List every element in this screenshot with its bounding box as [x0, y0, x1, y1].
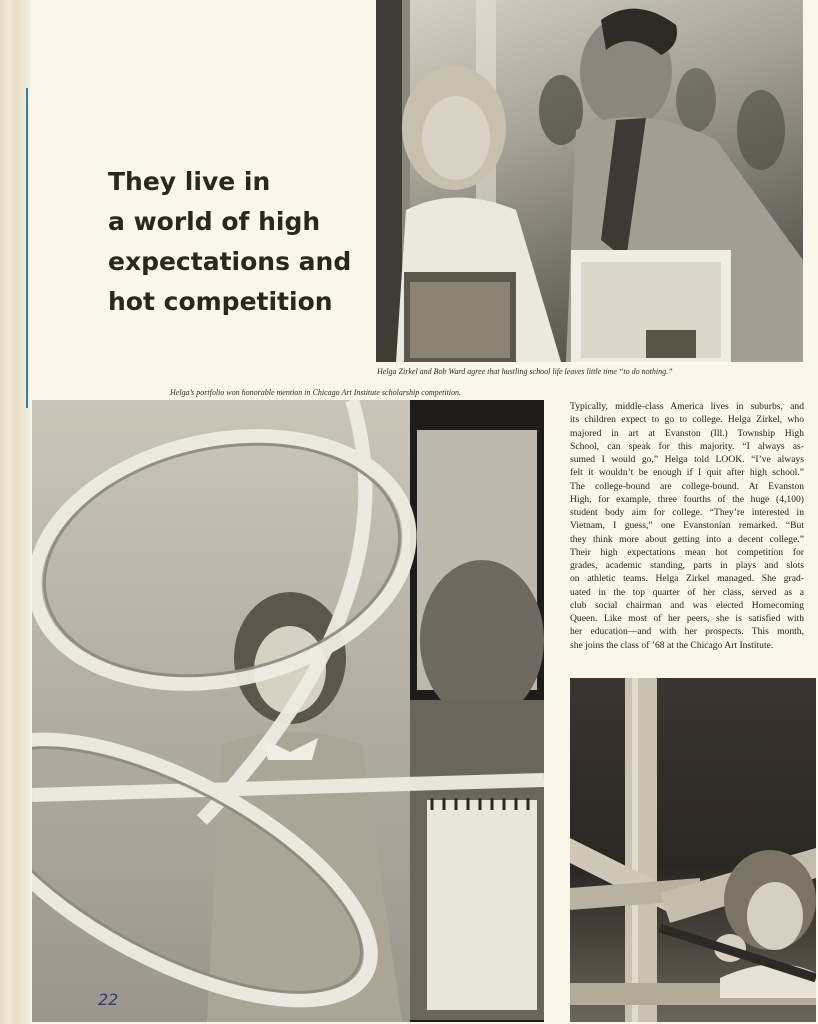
headline-line: hot competition — [108, 287, 333, 316]
article-line: sumed I would go,” Helga told LOOK. “I’ve always — [570, 454, 804, 465]
article-line: felt it wouldn’t be enough if I quit after high school.” — [570, 467, 804, 479]
page-number: 22 — [98, 990, 119, 1009]
photo-helga-wood-frame — [570, 678, 816, 1022]
page-edge-blue-line — [26, 88, 28, 408]
article-line: uated in the top quarter of her class, served as a — [570, 586, 804, 598]
article-line: club social chairman and was elected Homecoming — [570, 599, 804, 611]
article-line: on athletic teams. Helga Zirkel managed. She grad- — [570, 573, 804, 585]
article-line: its children expect to go to college. Helga Zirkel, who — [570, 414, 804, 426]
article-line: they think more about getting into a decent college.” — [570, 533, 804, 545]
headline-line: a world of high — [108, 207, 321, 236]
article-line: student body aim for college. “They’re interested in — [570, 507, 804, 518]
photo-helga-sculpture — [32, 400, 544, 1022]
article-line: High, for example, three fourths of the huge (4,100) — [570, 493, 804, 505]
headline — [108, 162, 378, 322]
photo-helga-sculpture-image — [32, 400, 544, 1022]
article-line: majored in art at Evanston (Ill.) Township High — [570, 427, 804, 439]
article-body — [570, 400, 804, 652]
article-line: The college-bound are college-bound. At Evanston — [570, 480, 804, 492]
article-line: Typically, middle-class America lives in suburbs, and — [570, 401, 804, 412]
article-line: Vietnam, I guess,” one Evanstonian remarked. “But — [570, 520, 804, 532]
article-line: her education—and with her prospects. This month, — [570, 626, 804, 638]
caption-top-photo: Helga Zirkel and Bob Ward agree that hustling school life leaves little time “to do nothing.” — [377, 367, 673, 376]
headline-line: expectations and — [108, 247, 352, 276]
headline-line: They live in — [108, 167, 271, 196]
article-line: School, can speak for this majority. “I always as- — [570, 440, 804, 452]
photo-helga-wood-frame-image — [570, 678, 816, 1022]
article-line: she joins the class of ’68 at the Chicago Art Institute. — [570, 639, 774, 651]
photo-students-hallway-image — [376, 0, 803, 362]
caption-main-photo: Helga’s portfolio won honorable mention in Chicago Art Institute scholarship competition. — [170, 388, 462, 397]
article-line: grades, academic standing, parts in plays and slots — [570, 560, 804, 571]
article-line: Their high expectations mean hot competition for — [570, 546, 804, 558]
article-line: Queen. Like most of her peers, she is satisfied with — [570, 613, 804, 624]
photo-students-hallway — [376, 0, 803, 362]
